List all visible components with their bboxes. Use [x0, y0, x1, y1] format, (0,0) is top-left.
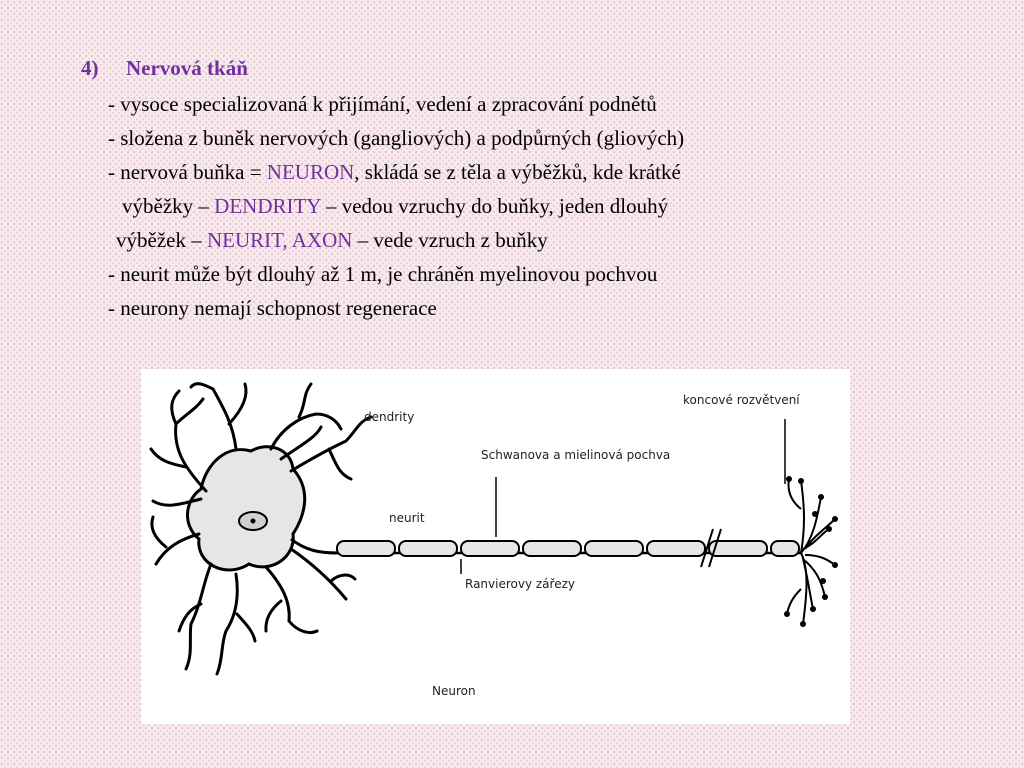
bullet-text: výběžek –	[116, 228, 207, 252]
myelin-sheath	[337, 541, 799, 556]
term-neuron: NEURON	[266, 160, 355, 184]
bullet-text: - nervová buňka =	[108, 160, 267, 184]
label-neurit: neurit	[389, 511, 425, 525]
term-dendrity: DENDRITY	[214, 194, 321, 218]
bullet-text: - vysoce specializovaná k přijímání, vedení a zpracování podnětů	[108, 92, 657, 116]
bullet-line-6	[108, 261, 657, 287]
label-schwann-sheath: Schwanova a mielinová pochva	[481, 448, 671, 462]
label-koncove-rozvetveni: koncové rozvětvení	[683, 393, 800, 407]
bullet-line-2	[108, 125, 684, 151]
bullet-text: - složena z buněk nervových (gangliových) a podpůrných (gliových)	[108, 126, 685, 150]
label-neuron: Neuron	[432, 684, 476, 698]
term-neurit-axon: NEURIT, AXON	[206, 228, 353, 252]
bullet-text: , skládá se z těla a výběžků, kde krátké	[354, 160, 681, 184]
neuron-drawing	[141, 369, 850, 724]
bullet-line-1	[108, 91, 657, 117]
bullet-text: – vede vzruch z buňky	[352, 228, 548, 252]
heading-title: Nervová tkáň	[126, 56, 248, 80]
label-dendrity: dendrity	[364, 410, 415, 424]
heading-number: 4)	[81, 56, 99, 80]
neuron-figure	[141, 369, 850, 724]
bullet-text: – vedou vzruchy do buňky, jeden dlouhý	[320, 194, 669, 218]
bullet-text: výběžky –	[122, 194, 215, 218]
cell-body	[187, 447, 304, 570]
bullet-line-3	[108, 159, 681, 185]
bullet-text: - neurit může být dlouhý až 1 m, je chráněn myelinovou pochvou	[108, 262, 658, 286]
bullet-line-5	[116, 227, 548, 253]
bullet-line-4	[122, 193, 668, 219]
bullet-line-7	[108, 295, 437, 321]
bullet-text: - neurony nemají schopnost regenerace	[108, 296, 437, 320]
slide-heading	[81, 56, 248, 81]
label-ranvier: Ranvierovy zářezy	[465, 577, 575, 591]
